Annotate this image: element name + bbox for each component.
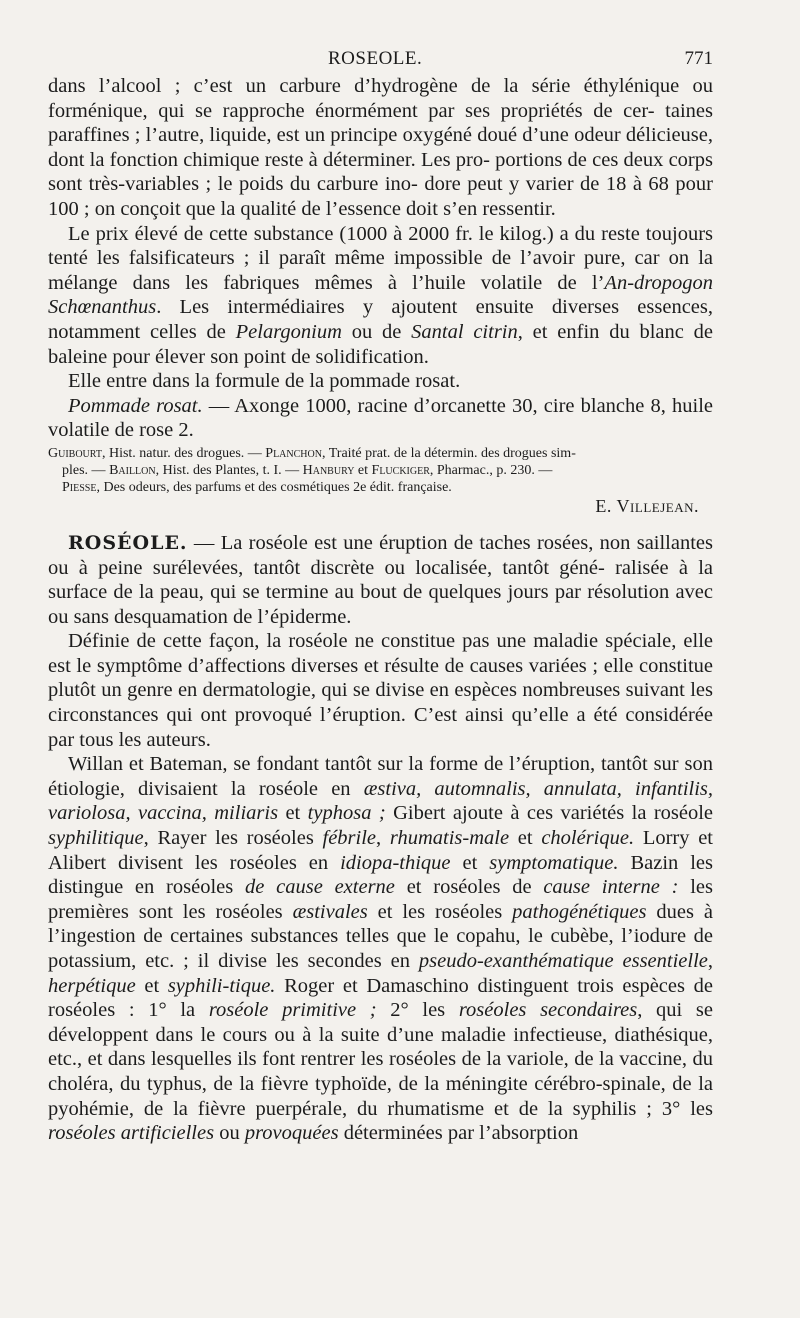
paragraph-essence-composition: dans l’alcool ; c’est un carbure d’hydrogène de la série éthylénique ou forménique, qui se rapproche énormément par ses propriétés de cer- taines paraffines ; l’autre, liquide, est un principe oxygéné doué d’une odeur délicieuse, dont la fonction chimique reste à déterminer. Les pro- portions de ces deux corps sont très-variables ; le poids du carbure ino- dore peut y varier de 18 à 68 pour 100 ; on conçoit que la qualité de l’essence doit s’en ressentir. — [48, 75, 713, 220]
bibliography: Guibourt, Hist. natur. des drogues. — Planchon, Traité prat. de la détermin. des drogues sim- ples. — Baillon, Hist. des Plantes, t. I. — Hanbury et Fluckiger, Pharmac., p. 230. — Piesse, Des odeurs, des parfums et des cosmétiques 2e édit. française. — [48, 445, 576, 495]
roseole-classifications: Willan et Bateman, se fondant tantôt sur la forme de l’éruption, tantôt sur son étiologie, divisaient la roséole en æstiva, automnalis, annulata, infantilis, variolosa, vaccina, miliaris et typhosa ; Gibert ajoute à ces variétés la roséole syphilitique, Rayer les roséoles fébrile, rhumatis-male et cholérique. Lorry et Alibert divisent les roséoles en idiopa-thique et symptomatique. Bazin les distingue en roséoles de cause externe et roséoles de cause interne : les premières sont les roséoles æstivales et les roséoles pathogénétiques dues à l’ingestion de certaines substances telles que le copahu, le cubèbe, l’iodure de potassium, etc. ; il divise les secondes en pseudo-exanthématique essentielle, herpétique et syphili-tique. Roger et Damaschino distinguent trois espèces de roséoles : 1° la roséole primitive ; 2° les roséoles secondaires, qui se développent dans le cours ou à la suite d’une maladie infectieuse, diathésique, etc., et dans lesquelles ils font rentrer les roséoles de la variole, de la vaccine, du choléra, du typhus, de la fièvre typhoïde, de la méningite cérébro-spinale, de la pyohémie, de la fièvre puerpérale, du rhumatisme et de la syphilis ; 3° les roséoles artificielles ou provoquées déterminées par l’absorption — [48, 753, 714, 1145]
page — [48, 44, 713, 1146]
paragraph-price-falsification: Le prix élevé de cette substance (1000 à 2000 fr. le kilog.) a du reste toujours tenté les falsificateurs ; il paraît même impossible de l’avoir pure, car on la mélange dans les fabriques mêmes à l’huile volatile de l’An-dropogon Schœnanthus. Les intermédiaires y ajoutent ensuite diverses essences, notamment celles de Pelargonium ou de Santal citrin, et enfin du blanc de baleine pour élever son point de solidification. — [48, 222, 714, 368]
page-header — [48, 44, 713, 74]
author-signature: E. Villejean. — [595, 495, 699, 516]
section-gap — [48, 523, 713, 531]
running-head: ROSEOLE. — [328, 48, 423, 69]
roseole-definition: ROSÉOLE. — La roséole est une éruption de taches rosées, non saillantes ou à peine surélevées, tantôt discrète ou localisée, tantôt géné- ralisée à la surface de la peau, qui se termine au bout de quelques jours par résolution avec ou sans desquamation de l’épiderme. — [48, 531, 714, 628]
paragraph-pommade-rosat: Pommade rosat. — Axonge 1000, racine d’orcanette 30, cire blanche 8, huile volatile de rose 2. — [48, 394, 713, 442]
roseole-genre: Définie de cette façon, la roséole ne constitue pas une maladie spéciale, elle est le symptôme d’affections diverses et résulte de causes variées ; elle constitue plutôt un genre en dermatologie, qui se divise en espèces nombreuses suivant les circonstances qui ont provoqué l’éruption. C’est ainsi qu’elle a été considérée par tous les auteurs. — [48, 630, 714, 751]
paragraph-formula-intro: Elle entre dans la formule de la pommade rosat. — [68, 370, 461, 393]
entry-title: ROSÉOLE. — [68, 531, 188, 554]
page-number: 771 — [684, 48, 713, 69]
